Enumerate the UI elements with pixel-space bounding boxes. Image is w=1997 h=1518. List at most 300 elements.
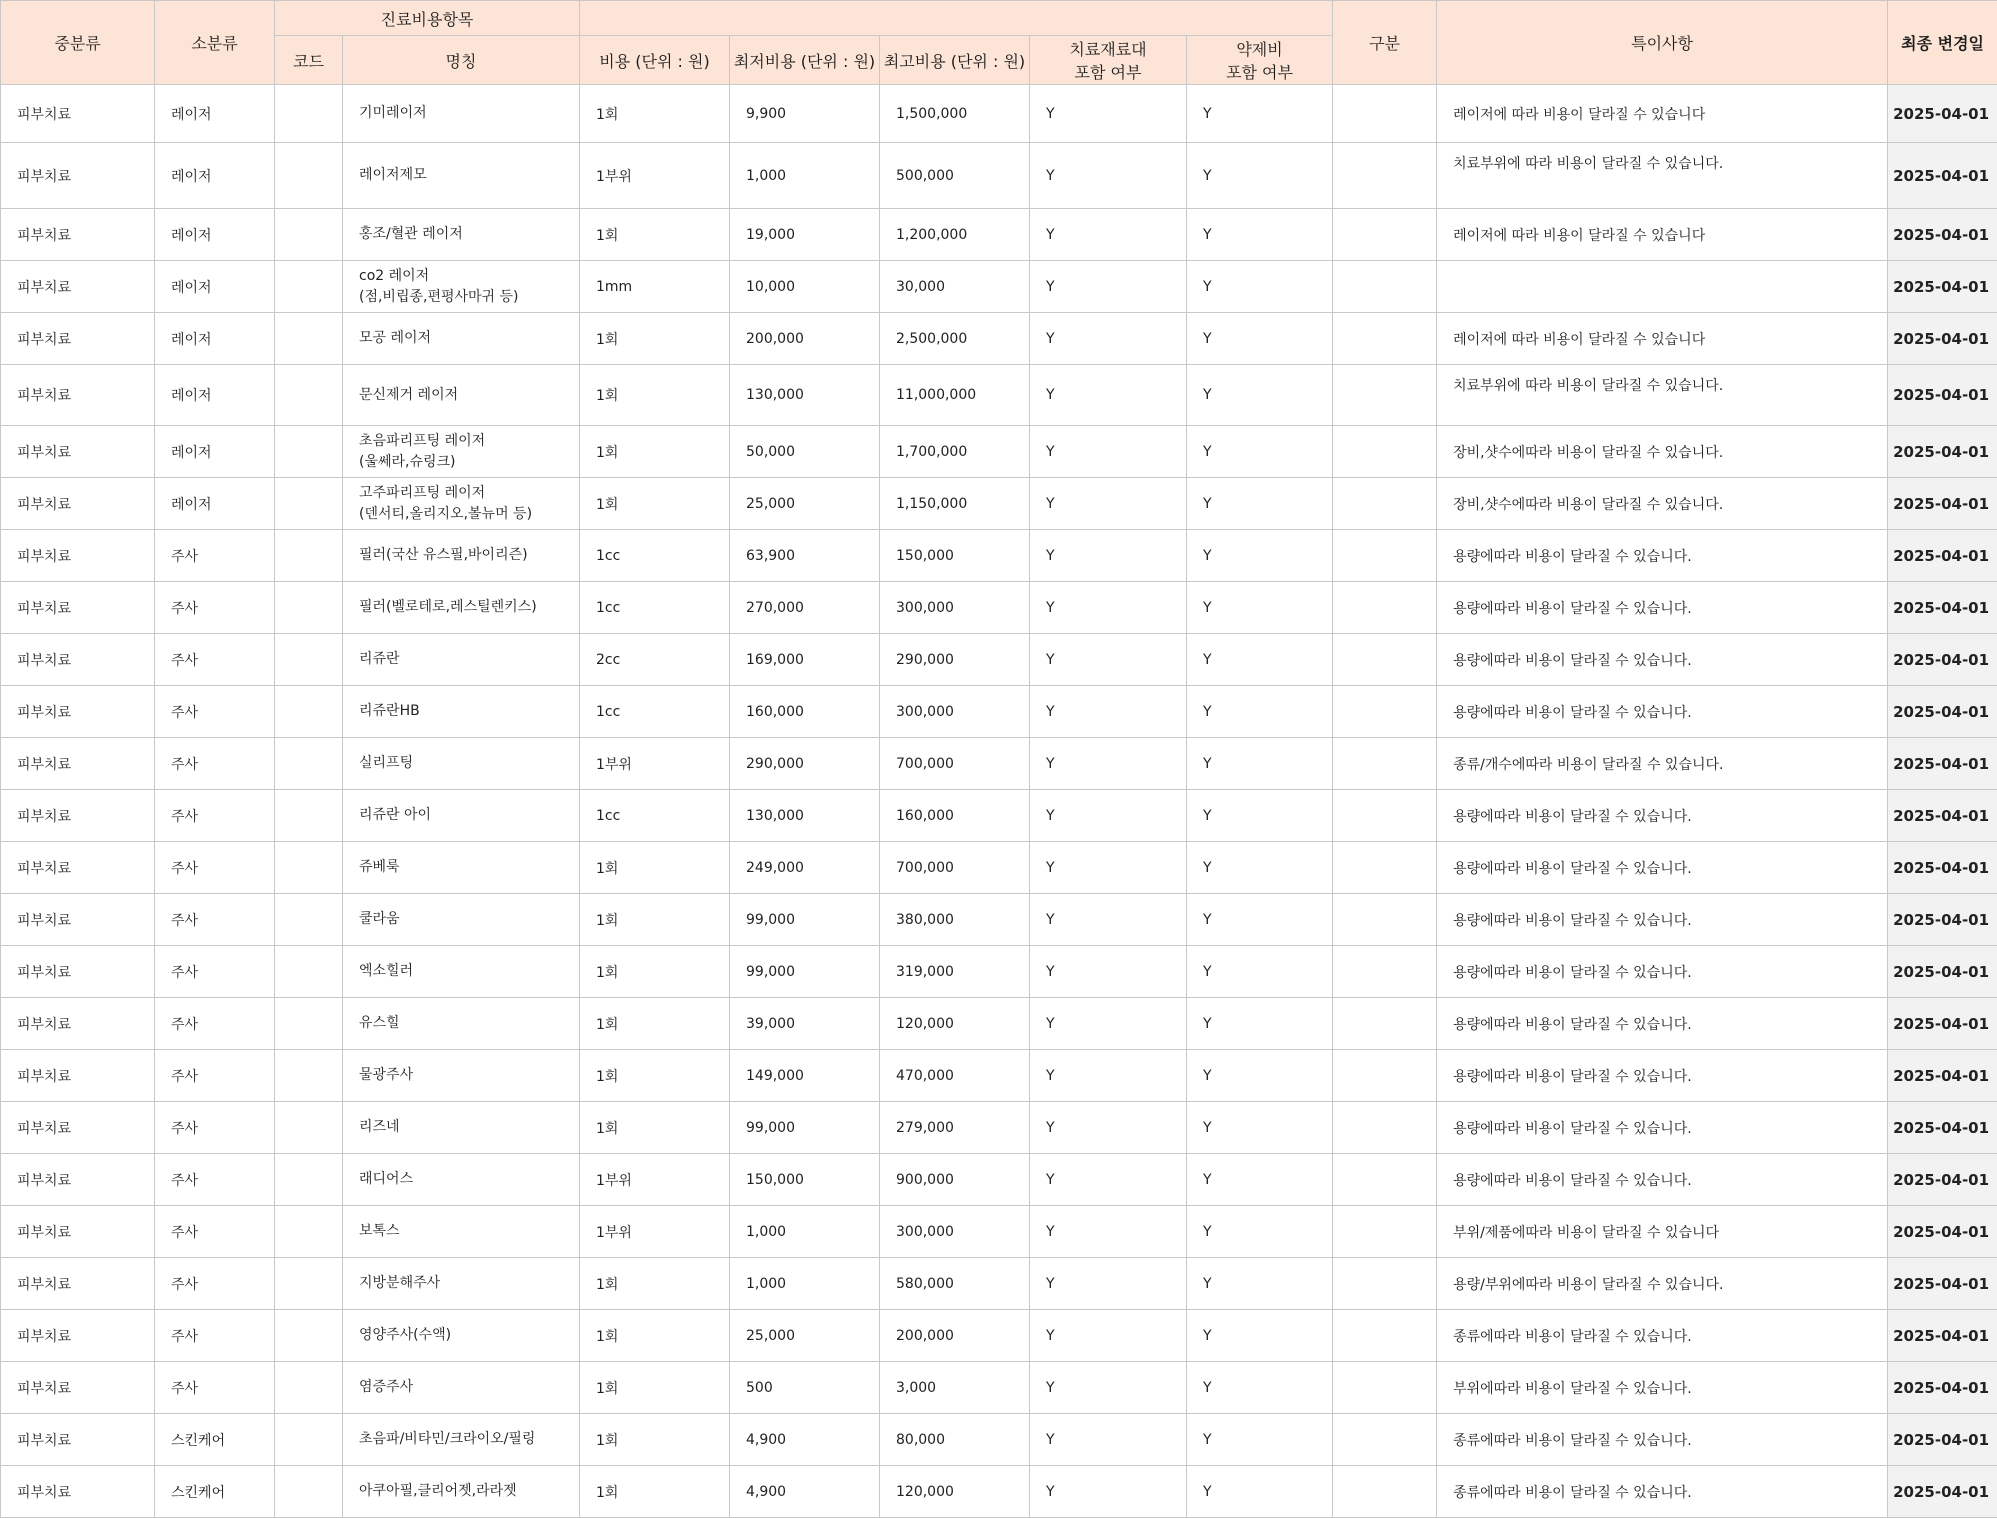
cell-drug-included: Y	[1187, 842, 1333, 894]
cell-sub-category: 주사	[155, 998, 275, 1050]
table-row	[1, 1050, 1997, 1102]
cell-unit: 1회	[580, 946, 730, 998]
cell-max-cost: 700,000	[880, 738, 1030, 790]
cell-max-cost: 279,000	[880, 1102, 1030, 1154]
cell-name-line: (덴서티,올리지오,볼뉴머 등)	[359, 504, 579, 525]
cell-name-line: 유스힐	[359, 1013, 579, 1034]
cell-division	[1333, 365, 1437, 426]
cell-note: 용량에따라 비용이 달라질 수 있습니다.	[1437, 946, 1888, 998]
cell-name	[343, 1154, 580, 1206]
cell-name-line: 초음파/비타민/크라이오/필링	[359, 1429, 579, 1450]
cell-min-cost: 39,000	[730, 998, 880, 1050]
table-row	[1, 634, 1997, 686]
cell-mid-category: 피부치료	[1, 261, 155, 313]
cell-name	[343, 365, 580, 426]
cell-max-cost: 160,000	[880, 790, 1030, 842]
cell-min-cost: 150,000	[730, 1154, 880, 1206]
header-last-changed: 최종 변경일	[1888, 1, 1997, 85]
cell-mid-category: 피부치료	[1, 842, 155, 894]
cell-material-included: Y	[1030, 261, 1187, 313]
cell-division	[1333, 85, 1437, 143]
cell-mid-category: 피부치료	[1, 738, 155, 790]
cell-min-cost: 500	[730, 1362, 880, 1414]
cell-division	[1333, 790, 1437, 842]
cell-last-changed: 2025-04-01	[1888, 1154, 1997, 1206]
cell-unit: 1회	[580, 1466, 730, 1518]
header-group-treatment-items: 진료비용항목	[275, 1, 580, 36]
cell-material-included: Y	[1030, 1414, 1187, 1466]
table-row	[1, 998, 1997, 1050]
table-row	[1, 946, 1997, 998]
cell-material-included: Y	[1030, 738, 1187, 790]
cell-mid-category: 피부치료	[1, 998, 155, 1050]
table-row	[1, 1362, 1997, 1414]
cell-mid-category: 피부치료	[1, 946, 155, 998]
cell-min-cost: 50,000	[730, 426, 880, 478]
cell-drug-included: Y	[1187, 143, 1333, 209]
cell-name	[343, 1414, 580, 1466]
cell-mid-category: 피부치료	[1, 894, 155, 946]
cell-max-cost: 1,700,000	[880, 426, 1030, 478]
cell-last-changed: 2025-04-01	[1888, 738, 1997, 790]
cell-drug-included: Y	[1187, 313, 1333, 365]
cell-mid-category: 피부치료	[1, 1154, 155, 1206]
cell-code	[275, 842, 343, 894]
cell-drug-included: Y	[1187, 1206, 1333, 1258]
cell-name	[343, 998, 580, 1050]
cell-mid-category: 피부치료	[1, 634, 155, 686]
cell-note: 종류/개수에따라 비용이 달라질 수 있습니다.	[1437, 738, 1888, 790]
cell-note: 장비,샷수에따라 비용이 달라질 수 있습니다.	[1437, 426, 1888, 478]
cell-drug-included: Y	[1187, 365, 1333, 426]
cell-code	[275, 1102, 343, 1154]
cell-name-line: 리쥬란	[359, 649, 579, 670]
cell-mid-category: 피부치료	[1, 313, 155, 365]
header-mid-category: 중분류	[1, 1, 155, 85]
cell-sub-category: 레이저	[155, 143, 275, 209]
cell-material-included: Y	[1030, 790, 1187, 842]
cell-last-changed: 2025-04-01	[1888, 790, 1997, 842]
cell-code	[275, 998, 343, 1050]
cell-name	[343, 1258, 580, 1310]
cell-last-changed: 2025-04-01	[1888, 1050, 1997, 1102]
cell-min-cost: 160,000	[730, 686, 880, 738]
cell-material-included: Y	[1030, 1206, 1187, 1258]
cell-min-cost: 290,000	[730, 738, 880, 790]
cell-min-cost: 1,000	[730, 143, 880, 209]
cell-division	[1333, 1050, 1437, 1102]
cell-code	[275, 85, 343, 143]
header-material-line1: 치료재료대	[1030, 37, 1186, 60]
cell-mid-category: 피부치료	[1, 1050, 155, 1102]
cell-material-included: Y	[1030, 530, 1187, 582]
cell-max-cost: 2,500,000	[880, 313, 1030, 365]
cell-name	[343, 209, 580, 261]
cell-division	[1333, 738, 1437, 790]
cell-max-cost: 300,000	[880, 1206, 1030, 1258]
cell-note: 종류에따라 비용이 달라질 수 있습니다.	[1437, 1414, 1888, 1466]
cell-name	[343, 85, 580, 143]
cell-sub-category: 주사	[155, 634, 275, 686]
cell-division	[1333, 1102, 1437, 1154]
cell-unit: 1회	[580, 1414, 730, 1466]
cell-drug-included: Y	[1187, 478, 1333, 530]
table-row	[1, 143, 1997, 209]
table-row	[1, 1102, 1997, 1154]
cell-unit: 1회	[580, 1362, 730, 1414]
cell-max-cost: 290,000	[880, 634, 1030, 686]
cell-mid-category: 피부치료	[1, 530, 155, 582]
cell-max-cost: 120,000	[880, 998, 1030, 1050]
cell-name-line: 필러(국산 유스필,바이리즌)	[359, 545, 579, 566]
cell-drug-included: Y	[1187, 1310, 1333, 1362]
cell-unit: 1회	[580, 365, 730, 426]
header-division: 구분	[1333, 1, 1437, 85]
cell-name	[343, 261, 580, 313]
cell-unit: 1회	[580, 209, 730, 261]
cell-code	[275, 790, 343, 842]
cell-name	[343, 1466, 580, 1518]
table-header	[1, 1, 1997, 85]
cell-max-cost: 80,000	[880, 1414, 1030, 1466]
cell-sub-category: 주사	[155, 1102, 275, 1154]
cell-min-cost: 99,000	[730, 946, 880, 998]
cell-note: 종류에따라 비용이 달라질 수 있습니다.	[1437, 1466, 1888, 1518]
cell-name-line: 쥬베룩	[359, 857, 579, 878]
cell-last-changed: 2025-04-01	[1888, 85, 1997, 143]
table-row	[1, 313, 1997, 365]
cell-last-changed: 2025-04-01	[1888, 478, 1997, 530]
cell-division	[1333, 582, 1437, 634]
cell-division	[1333, 1414, 1437, 1466]
cell-sub-category: 레이저	[155, 209, 275, 261]
cell-last-changed: 2025-04-01	[1888, 894, 1997, 946]
cell-drug-included: Y	[1187, 686, 1333, 738]
cell-note: 용량에따라 비용이 달라질 수 있습니다.	[1437, 1102, 1888, 1154]
cell-min-cost: 249,000	[730, 842, 880, 894]
header-name: 명칭	[343, 36, 580, 85]
cell-min-cost: 99,000	[730, 894, 880, 946]
cell-min-cost: 200,000	[730, 313, 880, 365]
header-notes: 특이사항	[1437, 1, 1888, 85]
cell-code	[275, 1466, 343, 1518]
cell-name-line: co2 레이저	[359, 266, 579, 287]
cell-name	[343, 634, 580, 686]
cell-min-cost: 4,900	[730, 1466, 880, 1518]
cell-mid-category: 피부치료	[1, 1310, 155, 1362]
cell-max-cost: 150,000	[880, 530, 1030, 582]
cell-unit: 1회	[580, 842, 730, 894]
cell-drug-included: Y	[1187, 261, 1333, 313]
cell-mid-category: 피부치료	[1, 1466, 155, 1518]
cell-code	[275, 1206, 343, 1258]
cell-mid-category: 피부치료	[1, 686, 155, 738]
cell-max-cost: 470,000	[880, 1050, 1030, 1102]
cell-code	[275, 530, 343, 582]
cell-sub-category: 레이저	[155, 365, 275, 426]
cell-unit: 1mm	[580, 261, 730, 313]
table-body	[1, 85, 1997, 1518]
cell-material-included: Y	[1030, 686, 1187, 738]
cell-note: 용량에따라 비용이 달라질 수 있습니다.	[1437, 686, 1888, 738]
cell-material-included: Y	[1030, 1050, 1187, 1102]
cell-sub-category: 주사	[155, 1258, 275, 1310]
cell-material-included: Y	[1030, 85, 1187, 143]
cell-last-changed: 2025-04-01	[1888, 313, 1997, 365]
table-row	[1, 790, 1997, 842]
cell-name-line: 물광주사	[359, 1065, 579, 1086]
cell-name	[343, 478, 580, 530]
header-max-cost: 최고비용 (단위 : 원)	[880, 36, 1030, 85]
cell-drug-included: Y	[1187, 998, 1333, 1050]
cell-mid-category: 피부치료	[1, 1362, 155, 1414]
cell-division	[1333, 1206, 1437, 1258]
cell-min-cost: 130,000	[730, 790, 880, 842]
cell-name	[343, 1102, 580, 1154]
cell-sub-category: 주사	[155, 1310, 275, 1362]
cell-last-changed: 2025-04-01	[1888, 842, 1997, 894]
cell-mid-category: 피부치료	[1, 582, 155, 634]
cell-division	[1333, 313, 1437, 365]
cell-max-cost: 700,000	[880, 842, 1030, 894]
cell-material-included: Y	[1030, 1362, 1187, 1414]
cell-name	[343, 143, 580, 209]
cell-sub-category: 주사	[155, 738, 275, 790]
header-drug-line2: 포함 여부	[1187, 60, 1332, 83]
cell-note: 부위/제품에따라 비용이 달라질 수 있습니다	[1437, 1206, 1888, 1258]
cell-code	[275, 365, 343, 426]
cell-note: 용량에따라 비용이 달라질 수 있습니다.	[1437, 790, 1888, 842]
cell-name-line: 초음파리프팅 레이저	[359, 431, 579, 452]
cell-max-cost: 30,000	[880, 261, 1030, 313]
cell-drug-included: Y	[1187, 1258, 1333, 1310]
cell-mid-category: 피부치료	[1, 1258, 155, 1310]
cell-drug-included: Y	[1187, 1414, 1333, 1466]
cell-name-line: 고주파리프팅 레이저	[359, 483, 579, 504]
header-code: 코드	[275, 36, 343, 85]
cell-unit: 2cc	[580, 634, 730, 686]
cell-last-changed: 2025-04-01	[1888, 530, 1997, 582]
cell-material-included: Y	[1030, 842, 1187, 894]
cell-name-line: 리쥬란HB	[359, 701, 579, 722]
cell-name	[343, 426, 580, 478]
cell-name	[343, 1362, 580, 1414]
cell-sub-category: 스킨케어	[155, 1466, 275, 1518]
table-row	[1, 85, 1997, 143]
cell-last-changed: 2025-04-01	[1888, 998, 1997, 1050]
cell-min-cost: 19,000	[730, 209, 880, 261]
cell-drug-included: Y	[1187, 426, 1333, 478]
cell-note: 용량에따라 비용이 달라질 수 있습니다.	[1437, 1154, 1888, 1206]
table-row	[1, 530, 1997, 582]
cell-name	[343, 790, 580, 842]
cell-name	[343, 842, 580, 894]
cell-division	[1333, 686, 1437, 738]
cell-name	[343, 686, 580, 738]
cell-name-line: 엑소힐러	[359, 961, 579, 982]
header-cost: 비용 (단위 : 원)	[580, 36, 730, 85]
cell-code	[275, 1310, 343, 1362]
cell-note: 용량에따라 비용이 달라질 수 있습니다.	[1437, 582, 1888, 634]
cell-division	[1333, 998, 1437, 1050]
cell-sub-category: 주사	[155, 790, 275, 842]
cell-max-cost: 380,000	[880, 894, 1030, 946]
cell-unit: 1회	[580, 426, 730, 478]
cell-material-included: Y	[1030, 1310, 1187, 1362]
cell-sub-category: 주사	[155, 894, 275, 946]
cell-last-changed: 2025-04-01	[1888, 1258, 1997, 1310]
cell-note: 치료부위에 따라 비용이 달라질 수 있습니다.	[1437, 365, 1888, 426]
cell-last-changed: 2025-04-01	[1888, 365, 1997, 426]
cell-drug-included: Y	[1187, 530, 1333, 582]
cell-note: 용량에따라 비용이 달라질 수 있습니다.	[1437, 530, 1888, 582]
cell-name	[343, 946, 580, 998]
cell-sub-category: 주사	[155, 530, 275, 582]
cell-sub-category: 레이저	[155, 261, 275, 313]
cell-drug-included: Y	[1187, 894, 1333, 946]
cell-max-cost: 500,000	[880, 143, 1030, 209]
table-row	[1, 686, 1997, 738]
cell-material-included: Y	[1030, 1102, 1187, 1154]
header-min-cost: 최저비용 (단위 : 원)	[730, 36, 880, 85]
cell-code	[275, 143, 343, 209]
header-group-blank	[580, 1, 1333, 36]
cell-unit: 1부위	[580, 1154, 730, 1206]
cell-last-changed: 2025-04-01	[1888, 946, 1997, 998]
cell-min-cost: 9,900	[730, 85, 880, 143]
cell-min-cost: 63,900	[730, 530, 880, 582]
cell-material-included: Y	[1030, 1258, 1187, 1310]
cell-name-line: 염증주사	[359, 1377, 579, 1398]
table-row	[1, 1258, 1997, 1310]
cell-mid-category: 피부치료	[1, 143, 155, 209]
cell-division	[1333, 946, 1437, 998]
cell-division	[1333, 478, 1437, 530]
table-row	[1, 365, 1997, 426]
cell-max-cost: 580,000	[880, 1258, 1030, 1310]
table-row	[1, 1206, 1997, 1258]
cell-min-cost: 1,000	[730, 1258, 880, 1310]
cell-division	[1333, 634, 1437, 686]
cell-max-cost: 200,000	[880, 1310, 1030, 1362]
cell-max-cost: 11,000,000	[880, 365, 1030, 426]
cell-note: 용량에따라 비용이 달라질 수 있습니다.	[1437, 634, 1888, 686]
cell-mid-category: 피부치료	[1, 1206, 155, 1258]
table-row	[1, 209, 1997, 261]
cell-code	[275, 894, 343, 946]
cell-material-included: Y	[1030, 894, 1187, 946]
cell-name-line: 홍조/혈관 레이저	[359, 224, 579, 245]
cell-unit: 1회	[580, 998, 730, 1050]
cell-unit: 1cc	[580, 530, 730, 582]
cell-unit: 1cc	[580, 686, 730, 738]
cell-min-cost: 25,000	[730, 1310, 880, 1362]
cell-name-line: 보톡스	[359, 1221, 579, 1242]
cell-max-cost: 1,200,000	[880, 209, 1030, 261]
cell-sub-category: 레이저	[155, 478, 275, 530]
cell-division	[1333, 209, 1437, 261]
cell-note: 용량에따라 비용이 달라질 수 있습니다.	[1437, 998, 1888, 1050]
table-row	[1, 478, 1997, 530]
cell-material-included: Y	[1030, 209, 1187, 261]
header-material-line2: 포함 여부	[1030, 60, 1186, 83]
cell-drug-included: Y	[1187, 634, 1333, 686]
cell-unit: 1회	[580, 478, 730, 530]
cell-last-changed: 2025-04-01	[1888, 1414, 1997, 1466]
cell-drug-included: Y	[1187, 1154, 1333, 1206]
cell-max-cost: 300,000	[880, 686, 1030, 738]
cell-name-line: 모공 레이저	[359, 328, 579, 349]
cell-material-included: Y	[1030, 478, 1187, 530]
cell-last-changed: 2025-04-01	[1888, 209, 1997, 261]
cell-name-line: (점,비립종,편평사마귀 등)	[359, 287, 579, 308]
cell-sub-category: 주사	[155, 582, 275, 634]
cell-division	[1333, 1362, 1437, 1414]
cell-max-cost: 1,500,000	[880, 85, 1030, 143]
cell-last-changed: 2025-04-01	[1888, 634, 1997, 686]
cell-unit: 1부위	[580, 1206, 730, 1258]
cell-last-changed: 2025-04-01	[1888, 1362, 1997, 1414]
cell-unit: 1cc	[580, 582, 730, 634]
cell-name-line: 아쿠아필,클리어젯,라라젯	[359, 1481, 579, 1502]
cell-sub-category: 주사	[155, 1206, 275, 1258]
cell-max-cost: 120,000	[880, 1466, 1030, 1518]
cell-min-cost: 169,000	[730, 634, 880, 686]
cell-sub-category: 주사	[155, 1154, 275, 1206]
cell-min-cost: 25,000	[730, 478, 880, 530]
cell-division	[1333, 143, 1437, 209]
cell-unit: 1부위	[580, 738, 730, 790]
table-row	[1, 582, 1997, 634]
table-row	[1, 1414, 1997, 1466]
cell-division	[1333, 894, 1437, 946]
cell-sub-category: 주사	[155, 686, 275, 738]
cell-code	[275, 209, 343, 261]
cell-sub-category: 레이저	[155, 313, 275, 365]
cell-name	[343, 894, 580, 946]
table-row	[1, 738, 1997, 790]
cell-last-changed: 2025-04-01	[1888, 1102, 1997, 1154]
cell-name-line: 리즈네	[359, 1117, 579, 1138]
cell-sub-category: 레이저	[155, 85, 275, 143]
cell-min-cost: 10,000	[730, 261, 880, 313]
cell-max-cost: 3,000	[880, 1362, 1030, 1414]
cell-min-cost: 4,900	[730, 1414, 880, 1466]
header-sub-category: 소분류	[155, 1, 275, 85]
cell-division	[1333, 530, 1437, 582]
cell-max-cost: 900,000	[880, 1154, 1030, 1206]
cell-last-changed: 2025-04-01	[1888, 1206, 1997, 1258]
cell-division	[1333, 1258, 1437, 1310]
cell-code	[275, 1414, 343, 1466]
cell-name	[343, 313, 580, 365]
cell-sub-category: 주사	[155, 842, 275, 894]
cell-name-line: 실리프팅	[359, 753, 579, 774]
cell-name-line: 영양주사(수액)	[359, 1325, 579, 1346]
cell-name	[343, 530, 580, 582]
cell-unit: 1회	[580, 894, 730, 946]
cell-name	[343, 1206, 580, 1258]
cell-division	[1333, 261, 1437, 313]
cell-material-included: Y	[1030, 998, 1187, 1050]
cell-note: 종류에따라 비용이 달라질 수 있습니다.	[1437, 1310, 1888, 1362]
cell-drug-included: Y	[1187, 1050, 1333, 1102]
cell-material-included: Y	[1030, 634, 1187, 686]
cell-drug-included: Y	[1187, 738, 1333, 790]
table-row	[1, 842, 1997, 894]
cell-last-changed: 2025-04-01	[1888, 582, 1997, 634]
cell-division	[1333, 842, 1437, 894]
